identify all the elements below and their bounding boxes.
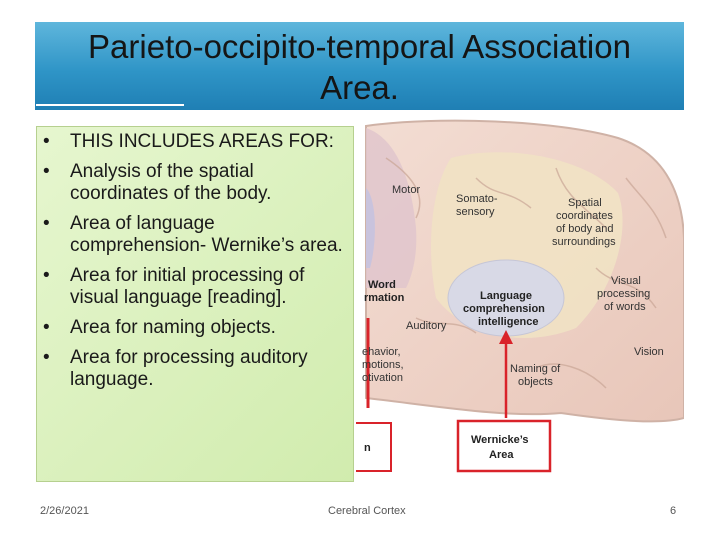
bullet-item (40, 265, 352, 309)
label-language-1: Language (480, 290, 532, 302)
label-behavior-3: otivation (362, 372, 403, 384)
bullet-dot: • (43, 161, 50, 182)
label-spatial-4: surroundings (552, 236, 616, 248)
bullet-dot: • (43, 131, 50, 152)
bullet-text: THIS INCLUDES AREAS FOR: (70, 131, 334, 152)
slide-title: Parieto-occipito-temporal Association Area. (88, 28, 631, 106)
label-spatial-2: coordinates (556, 210, 613, 222)
bullet-text: Area for naming objects. (70, 317, 276, 338)
bullet-item (40, 213, 352, 257)
wernicke-label-box (458, 421, 550, 471)
label-visual-1: Visual (611, 275, 641, 287)
partial-label-box (356, 423, 391, 471)
footer-date: 2/26/2021 (40, 505, 89, 517)
bullet-list (40, 131, 352, 399)
label-spatial-1: Spatial (568, 197, 602, 209)
bullet-text: Area of language comprehension- Wernike’s area. (70, 213, 343, 256)
bullet-item (40, 131, 352, 153)
label-auditory: Auditory (406, 320, 447, 332)
label-word-2: rmation (364, 292, 405, 304)
label-partial-n: n (364, 442, 371, 454)
label-naming-1: Naming of (510, 363, 561, 375)
label-behavior-2: motions, (362, 359, 404, 371)
bullet-dot: • (43, 317, 50, 338)
label-visual-3: of words (604, 301, 646, 313)
label-somatosensory-2: sensory (456, 206, 495, 218)
label-motor: Motor (392, 184, 421, 196)
bullet-text: Analysis of the spatial coordinates of the body. (70, 161, 272, 204)
bullet-text: Area for initial processing of visual language [reading]. (70, 265, 305, 308)
footer-title: Cerebral Cortex (328, 505, 406, 517)
label-naming-2: objects (518, 376, 553, 388)
bullet-item (40, 317, 352, 339)
bullet-text: Area for processing auditory language. (70, 347, 308, 390)
label-language-3: intelligence (478, 316, 539, 328)
label-vision: Vision (634, 346, 664, 358)
label-somatosensory-1: Somato- (456, 193, 498, 205)
brain-diagram (356, 118, 684, 478)
label-word-1: Word (368, 279, 396, 291)
bullet-item (40, 347, 352, 391)
bullet-dot: • (43, 347, 50, 368)
bullet-dot: • (43, 213, 50, 234)
label-spatial-3: of body and (556, 223, 614, 235)
label-behavior-1: ehavior, (362, 346, 401, 358)
bullet-dot: • (43, 265, 50, 286)
label-visual-2: processing (597, 288, 651, 300)
footer-page-number: 6 (670, 505, 677, 517)
label-wernicke-1: Wernicke’s (471, 434, 529, 446)
label-wernicke-2: Area (489, 449, 514, 461)
bullet-item (40, 161, 352, 205)
title-underline (36, 104, 184, 106)
label-language-2: comprehension (463, 303, 545, 315)
